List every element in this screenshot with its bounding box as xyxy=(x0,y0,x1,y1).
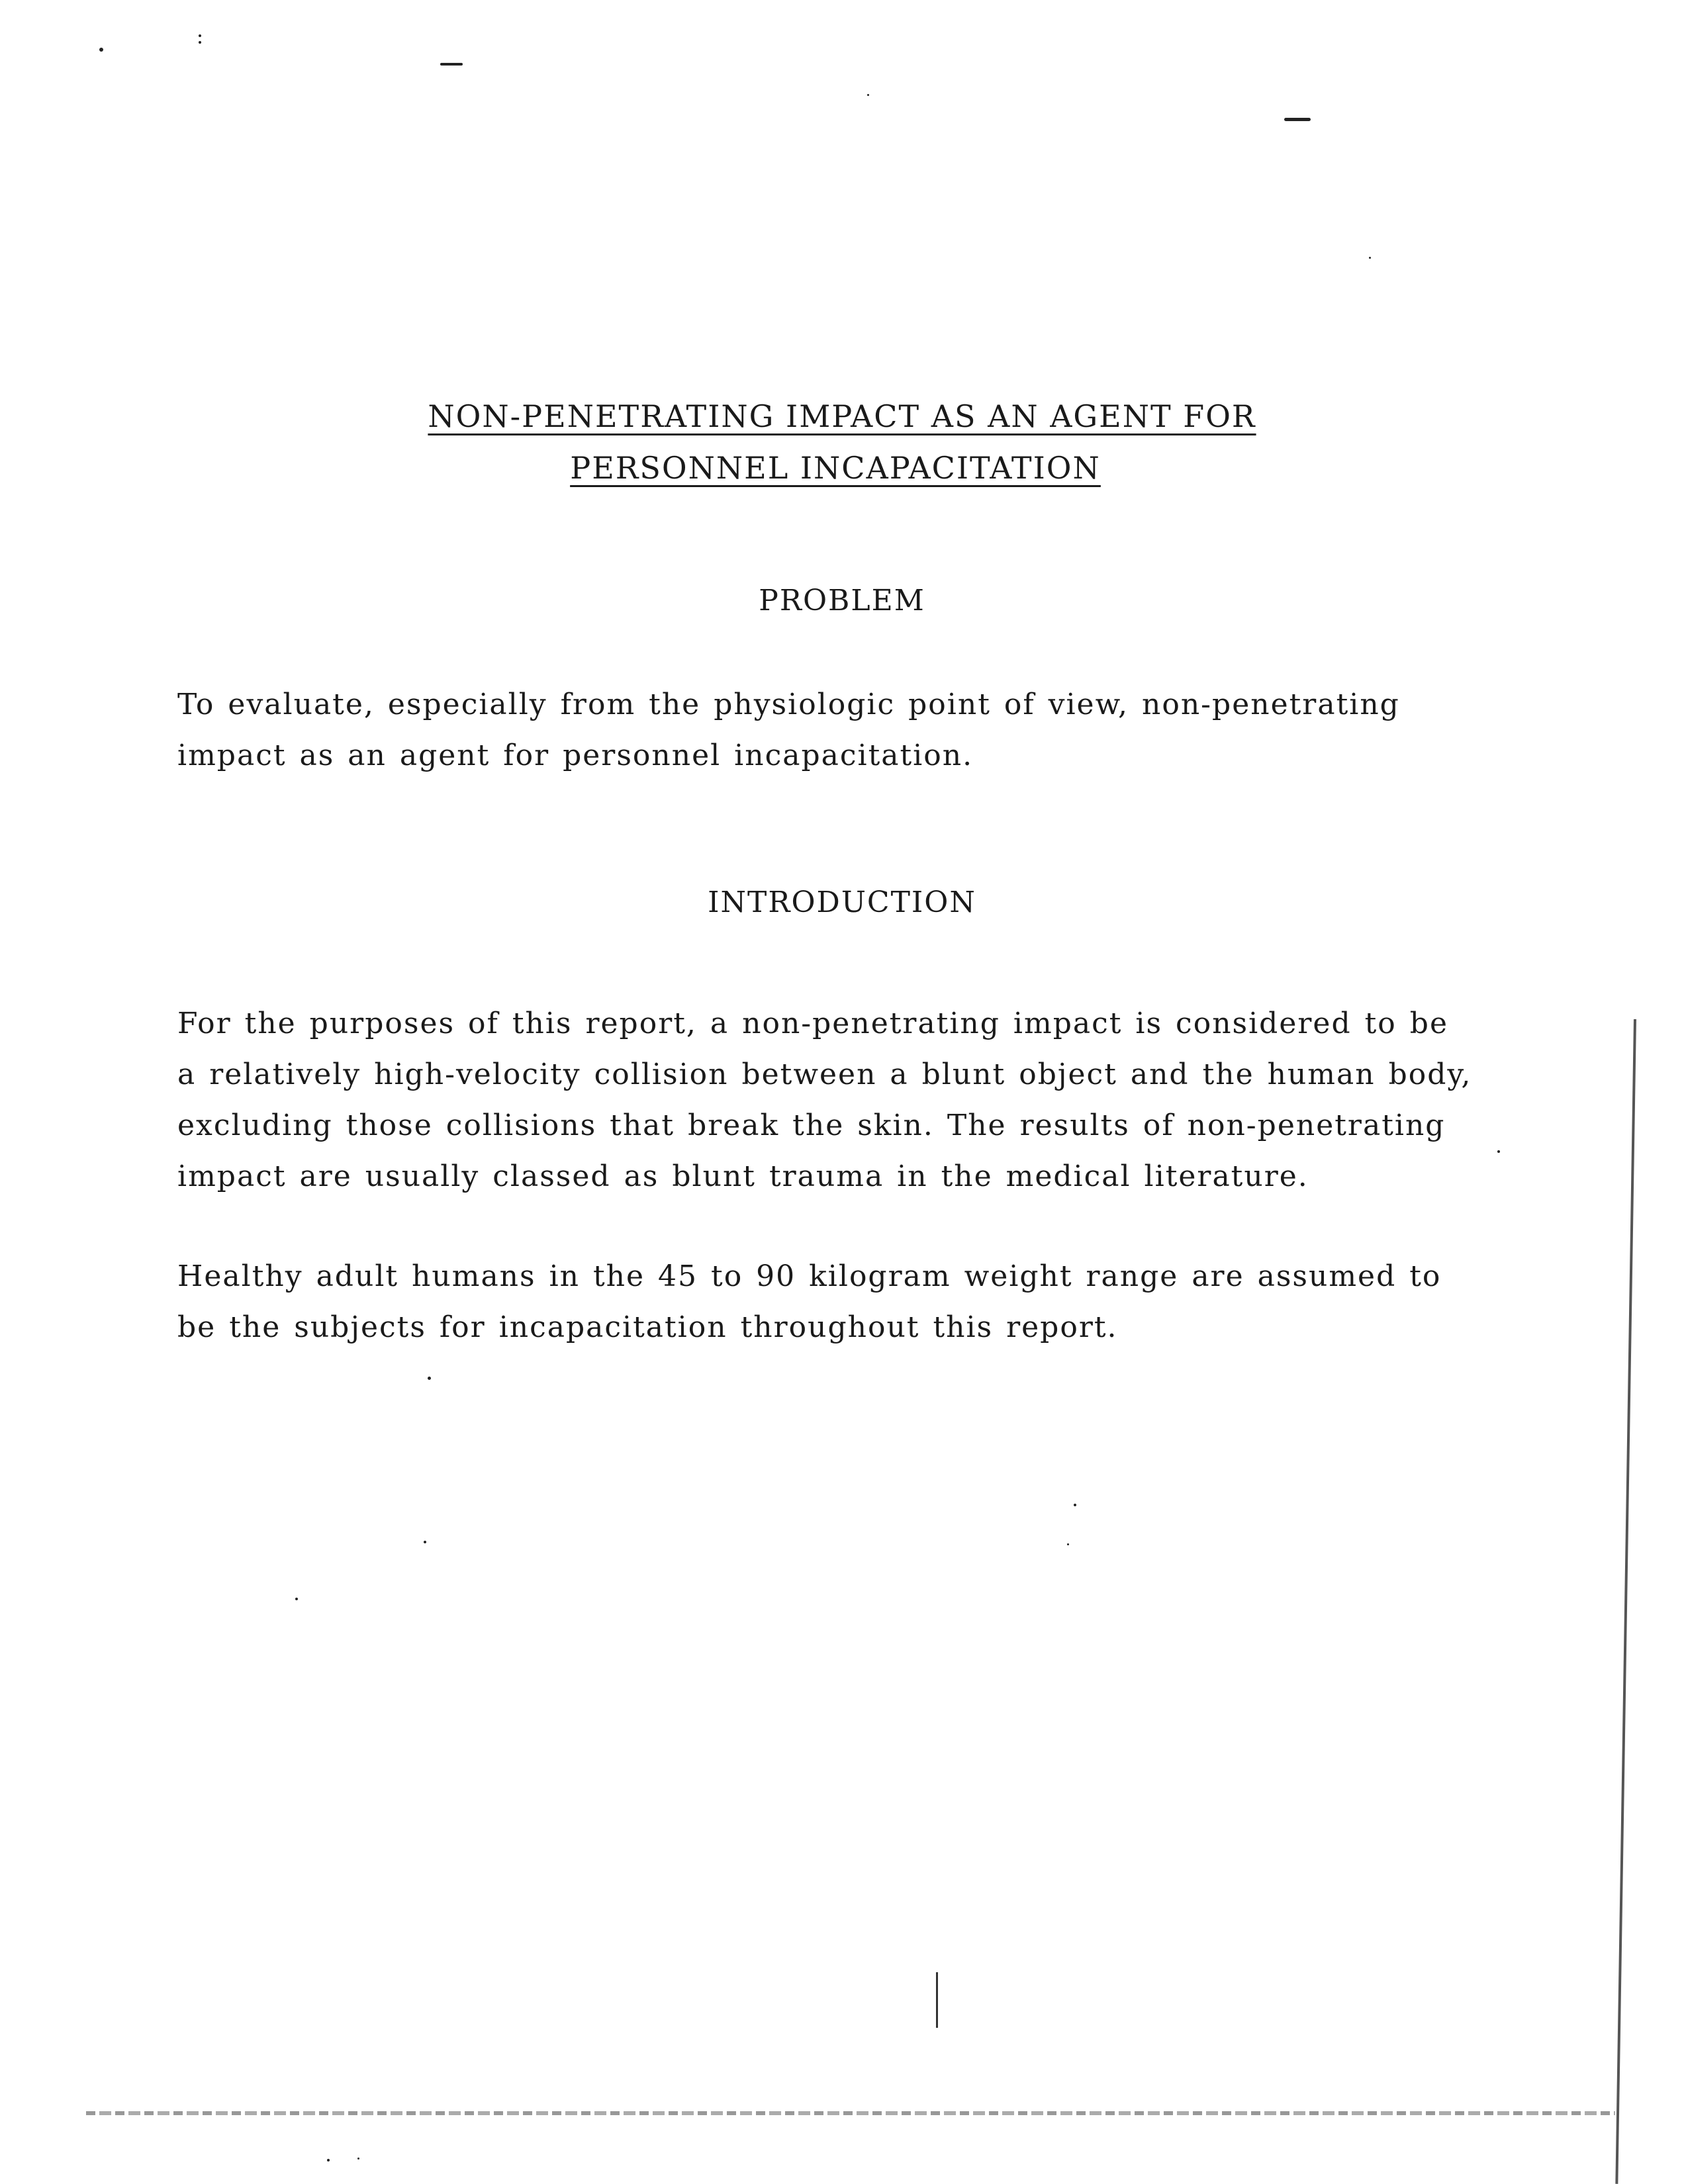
text-line: Healthy adult humans in the 45 to 90 kilogram weight range are assumed to xyxy=(177,1259,1442,1293)
text-line: be the subjects for incapacitation throughout this report. xyxy=(177,1310,1118,1344)
scan-mark xyxy=(440,63,463,66)
scan-speck xyxy=(1067,1543,1069,1545)
text-line: For the purposes of this report, a non-penetrating impact is considered to be xyxy=(177,1007,1448,1040)
scan-speck xyxy=(357,2158,359,2160)
page-edge-line xyxy=(1615,1019,1636,2184)
title-line-1: NON-PENETRATING IMPACT AS AN AGENT FOR xyxy=(428,398,1256,434)
introduction-paragraph-2 xyxy=(177,1251,1541,1353)
page-fold-mark xyxy=(936,1972,938,2028)
scan-strip xyxy=(86,2111,1615,2115)
scan-speck xyxy=(1369,257,1371,259)
introduction-paragraph-1 xyxy=(177,998,1541,1202)
scan-speck xyxy=(199,41,201,44)
text-line: excluding those collisions that break the skin. The results of non-penetrating xyxy=(177,1109,1446,1142)
scan-speck xyxy=(1074,1504,1076,1506)
text-line: impact are usually classed as blunt trauma in the medical literature. xyxy=(177,1160,1309,1193)
problem-heading: PROBLEM xyxy=(759,584,925,617)
scan-speck xyxy=(295,1598,298,1600)
scan-speck xyxy=(199,34,201,37)
problem-paragraph xyxy=(177,679,1541,781)
introduction-heading: INTRODUCTION xyxy=(708,886,976,919)
scan-speck xyxy=(424,1541,426,1543)
text-line: impact as an agent for personnel incapacitation. xyxy=(177,739,974,772)
scan-speck xyxy=(428,1377,431,1380)
title-line-2: PERSONNEL INCAPACITATION xyxy=(570,450,1101,486)
scan-speck xyxy=(99,48,103,52)
scan-speck xyxy=(867,94,869,96)
scan-mark xyxy=(1284,118,1311,121)
text-line: a relatively high-velocity collision between a blunt object and the human body, xyxy=(177,1058,1472,1091)
scan-speck xyxy=(327,2159,330,2161)
text-line: To evaluate, especially from the physiologic point of view, non-penetrating xyxy=(177,688,1400,721)
document-title xyxy=(0,390,1684,494)
